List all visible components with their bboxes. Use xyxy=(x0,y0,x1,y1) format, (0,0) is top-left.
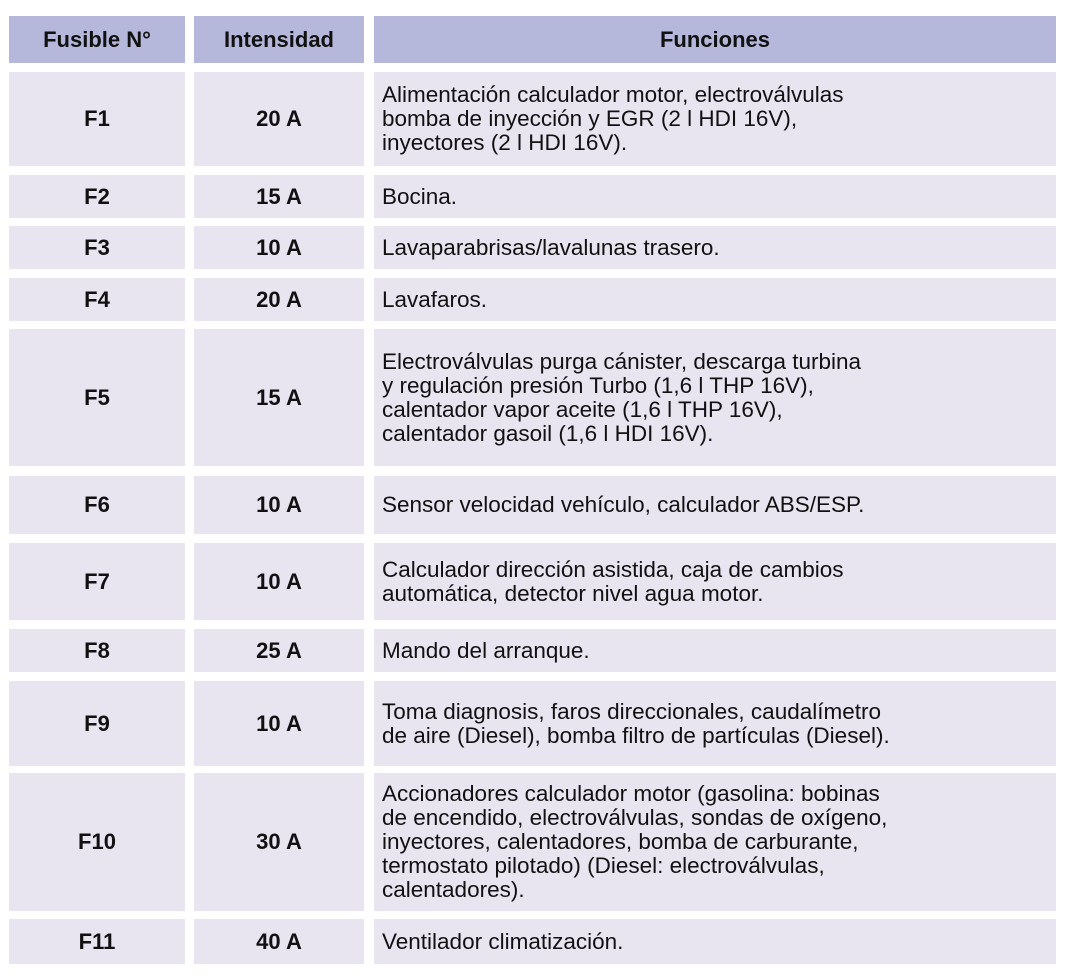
header-intensity: Intensidad xyxy=(194,16,364,63)
fuse-number-cell: F1 xyxy=(9,72,185,166)
function-text-line: Accionadores calculador motor (gasolina: bobinas xyxy=(382,781,880,806)
function-text-line: Mando del arranque. xyxy=(382,637,590,663)
function-cell xyxy=(374,278,1056,321)
function-cell xyxy=(374,629,1056,672)
function-text-line: Lavaparabrisas/lavalunas trasero. xyxy=(382,234,720,260)
fuse-number-cell: F10 xyxy=(9,773,185,911)
header-functions: Funciones xyxy=(374,16,1056,63)
function-text-line: bomba de inyección y EGR (2 l HDI 16V), xyxy=(382,106,798,131)
intensity-cell: 40 A xyxy=(194,919,364,964)
fuse-number-cell: F3 xyxy=(9,226,185,269)
function-text-line: Electroválvulas purga cánister, descarga turbina xyxy=(382,348,862,374)
fuse-number-cell: F7 xyxy=(9,543,185,620)
intensity-cell: 10 A xyxy=(194,226,364,269)
function-cell xyxy=(374,543,1056,620)
function-cell xyxy=(374,226,1056,269)
function-text-line: Bocina. xyxy=(382,183,458,209)
function-cell xyxy=(374,476,1056,534)
intensity-cell: 10 A xyxy=(194,476,364,534)
function-cell xyxy=(374,773,1056,911)
fuse-number-cell: F8 xyxy=(9,629,185,672)
function-text-line: calentadores). xyxy=(382,877,525,902)
function-text-line: Sensor velocidad vehículo, calculador ABS/ESP. xyxy=(382,492,865,517)
function-text-line: calentador gasoil (1,6 l HDI 16V). xyxy=(382,420,714,446)
fuse-number-cell: F6 xyxy=(9,476,185,534)
function-text-line: termostato pilotado) (Diesel: electroválvulas, xyxy=(382,853,825,878)
function-text-line: Toma diagnosis, faros direccionales, caudalímetro xyxy=(382,698,881,724)
function-text-line: inyectores (2 l HDI 16V). xyxy=(382,130,628,155)
intensity-cell: 20 A xyxy=(194,278,364,321)
fuse-number-cell: F11 xyxy=(9,919,185,964)
fuse-number-cell: F2 xyxy=(9,175,185,218)
function-cell xyxy=(374,72,1056,166)
function-text-line: de encendido, electroválvulas, sondas de oxígeno, xyxy=(382,805,888,830)
function-text-line: de aire (Diesel), bomba filtro de partículas (Diesel). xyxy=(382,722,890,748)
function-text-line: Alimentación calculador motor, electroválvulas xyxy=(382,82,844,107)
function-text-line: calentador vapor aceite (1,6 l THP 16V), xyxy=(382,396,783,422)
function-cell xyxy=(374,681,1056,766)
intensity-cell: 15 A xyxy=(194,175,364,218)
function-text-line: y regulación presión Turbo (1,6 l THP 16V), xyxy=(382,372,814,398)
intensity-cell: 10 A xyxy=(194,681,364,766)
function-cell xyxy=(374,919,1056,964)
fuse-number-cell: F5 xyxy=(9,329,185,466)
function-cell xyxy=(374,175,1056,218)
function-text-line: inyectores, calentadores, bomba de carburante, xyxy=(382,829,859,854)
function-text-line: automática, detector nivel agua motor. xyxy=(382,580,764,606)
fuse-number-cell: F4 xyxy=(9,278,185,321)
function-text-line: Ventilador climatización. xyxy=(382,928,624,954)
intensity-cell: 10 A xyxy=(194,543,364,620)
function-cell xyxy=(374,329,1056,466)
intensity-cell: 25 A xyxy=(194,629,364,672)
fuse-number-cell: F9 xyxy=(9,681,185,766)
intensity-cell: 15 A xyxy=(194,329,364,466)
header-fuse-number: Fusible N° xyxy=(9,16,185,63)
function-text-line: Lavafaros. xyxy=(382,286,488,312)
intensity-cell: 30 A xyxy=(194,773,364,911)
intensity-cell: 20 A xyxy=(194,72,364,166)
function-text-line: Calculador dirección asistida, caja de cambios xyxy=(382,556,844,582)
